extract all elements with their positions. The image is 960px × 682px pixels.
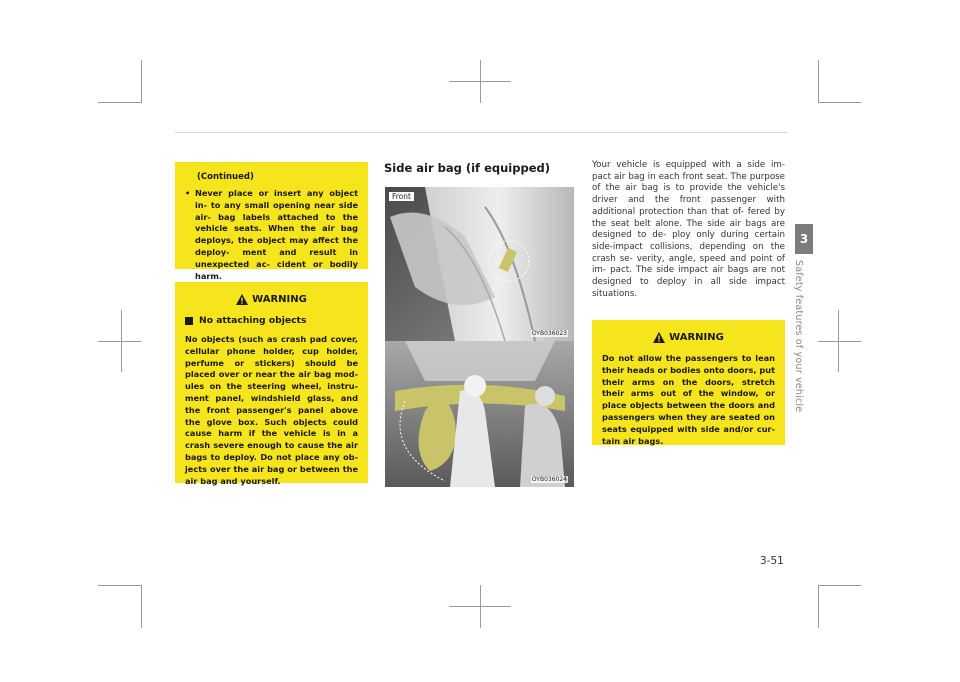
subheading: [185, 315, 358, 326]
crop-mark: [449, 606, 511, 607]
page-number: 3-51: [760, 555, 784, 567]
crop-mark: [98, 102, 141, 103]
cabin-airbag-illustration: [385, 341, 574, 487]
crop-mark: [818, 60, 819, 103]
bullet-item: [185, 188, 358, 282]
crop-mark: [818, 585, 861, 586]
warning-box-lean: [592, 320, 785, 445]
crop-mark: [818, 102, 861, 103]
crop-mark: [98, 341, 141, 342]
warning-header: [185, 294, 358, 305]
body-paragraph: Your vehicle is equipped with a side im- pact air bag in each front seat. The purpose of the air bag is to provide the vehicle's driver and the front passenger with additional protection than that of- fered by the seat belt alone. The side air bags are designed to de- ploy only during certain side-impact collisions, depending on the crash se- verity, angle, speed and point of im- pact. The side impact air bags are not designed to deploy in all side impact situations.: [592, 160, 785, 299]
warning-title: WARNING: [252, 294, 307, 305]
crop-mark: [141, 60, 142, 103]
subheading-text: No attaching objects: [199, 315, 307, 326]
section-title: Side air bag (if equipped): [384, 161, 550, 175]
chapter-tab: 3: [795, 224, 813, 254]
warning-body: No objects (such as crash pad cover, cellular phone holder, cup holder, perfume or stickers) should be placed over or near the air bag mod- ules on the steering wheel, instru- ment panel, windshield glass, and the front passenger's panel above the glove box. Such objects could cause harm if the vehicle is in a crash severe enough to cause the air bags to deploy. Do not place any ob- jects over the air bag or between the air bag and yourself.: [185, 334, 358, 486]
warning-body: Do not allow the passengers to lean their heads or bodies onto doors, put their arms on the doors, stretch their arms out of the window, or place objects between the doors and passengers when they are seated on seats equipped with side and/or cur- tain air bags.: [602, 353, 775, 446]
square-bullet-icon: [185, 317, 193, 325]
warning-header: [602, 332, 775, 343]
seat-illustration-graphic: [385, 187, 574, 341]
crop-mark: [98, 585, 141, 586]
warning-box-continued: [175, 162, 368, 281]
warning-triangle-icon: [653, 332, 665, 343]
image-code: OYB036023: [531, 330, 567, 337]
crop-mark: [141, 585, 142, 628]
warning-triangle-icon: [236, 294, 248, 305]
header-rule: [175, 132, 787, 133]
chapter-title: Safety features of your vehicle: [793, 260, 804, 413]
crop-mark: [818, 341, 861, 342]
bullet-icon: •: [185, 188, 191, 198]
bullet-text: Never place or insert any object in- to any small opening near side air- bag labels attached to the vehicle seats. When the air bag deploys, the object may affect the deploy- ment and result in unexpected ac- cident or bodily harm.: [195, 188, 358, 281]
crop-mark: [449, 81, 511, 82]
front-label: Front: [389, 192, 414, 201]
image-code: OYB036024: [531, 476, 567, 483]
continued-label: (Continued): [197, 172, 254, 182]
seat-airbag-illustration: [385, 187, 574, 341]
warning-box-attaching: [175, 282, 368, 486]
warning-title: WARNING: [669, 332, 724, 343]
crop-mark: [818, 585, 819, 628]
cabin-illustration-graphic: [385, 341, 574, 487]
